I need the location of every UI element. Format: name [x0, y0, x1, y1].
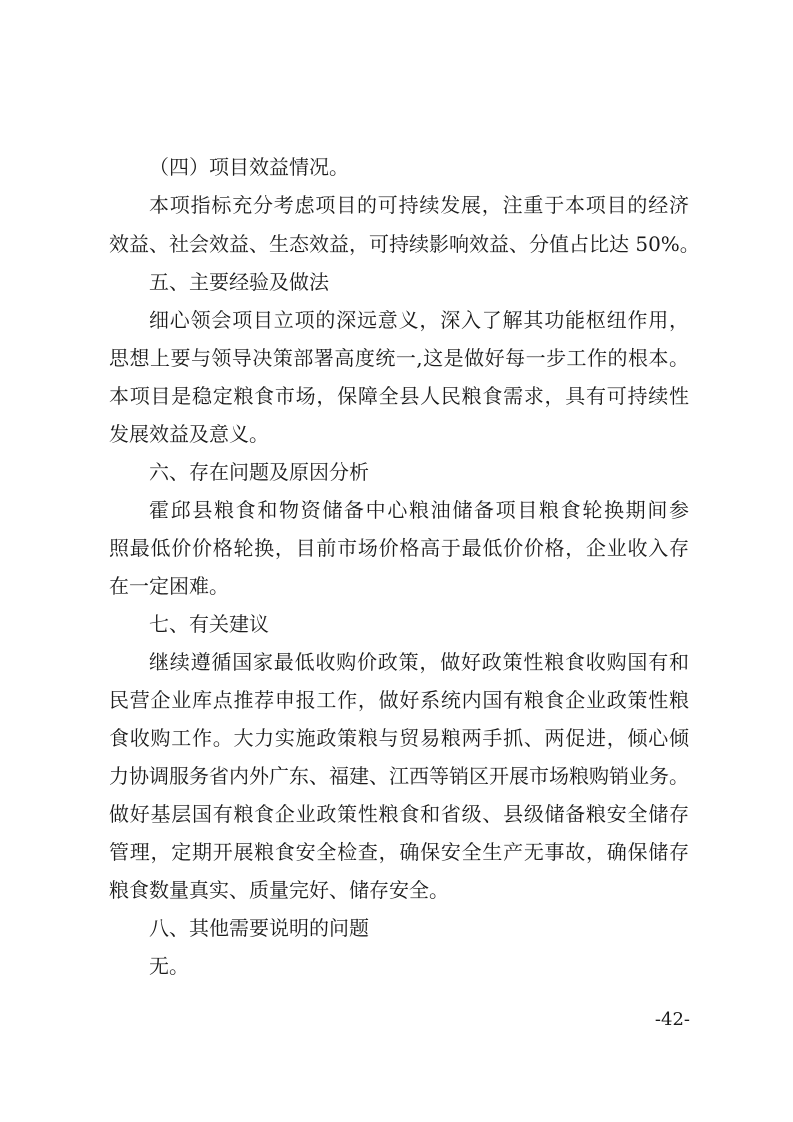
paragraph-line: 在一定困难。 — [109, 574, 229, 598]
paragraph-line: 霍邱县粮食和物资储备中心粮油储备项目粮食轮换期间参 — [149, 498, 689, 522]
paragraph-line: 食收购工作。大力实施政策粮与贸易粮两手抓、两促进，倾心倾 — [109, 726, 689, 750]
paragraph-line: 发展效益及意义。 — [109, 422, 269, 446]
paragraph-line: 思想上要与领导决策部署高度统一,这是做好每一步工作的根本。 — [109, 346, 689, 370]
paragraph-line: 粮食数量真实、质量完好、储存安全。 — [109, 878, 449, 902]
paragraph-line: 力协调服务省内外广东、福建、江西等销区开展市场粮购销业务。 — [109, 764, 689, 788]
paragraph-line: 继续遵循国家最低收购价政策，做好政策性粮食收购国有和 — [149, 650, 689, 674]
paragraph-line: 效益、社会效益、生态效益，可持续影响效益、分值占比达 50%。 — [109, 232, 700, 256]
paragraph-line: 细心领会项目立项的深远意义，深入了解其功能枢纽作用， — [149, 308, 689, 332]
section-heading-4: （四）项目效益情况。 — [149, 155, 349, 179]
paragraph-line: 民营企业库点推荐申报工作，做好系统内国有粮食企业政策性粮 — [109, 688, 689, 712]
paragraph-line: 本项指标充分考虑项目的可持续发展，注重于本项目的经济 — [149, 193, 689, 217]
paragraph-line: 本项目是稳定粮食市场，保障全县人民粮食需求，具有可持续性 — [109, 384, 689, 408]
section-heading-6: 六、存在问题及原因分析 — [149, 460, 369, 484]
paragraph-line: 做好基层国有粮食企业政策性粮食和省级、县级储备粮安全储存 — [109, 802, 689, 826]
section-heading-5: 五、主要经验及做法 — [149, 270, 329, 294]
paragraph-line: 无。 — [149, 954, 189, 978]
page-number: -42- — [654, 1009, 690, 1030]
section-heading-8: 八、其他需要说明的问题 — [149, 916, 369, 940]
section-heading-7: 七、有关建议 — [149, 612, 269, 636]
paragraph-line: 照最低价价格轮换，目前市场价格高于最低价价格，企业收入存 — [109, 536, 689, 560]
paragraph-line: 管理，定期开展粮食安全检查，确保安全生产无事故，确保储存 — [109, 840, 689, 864]
